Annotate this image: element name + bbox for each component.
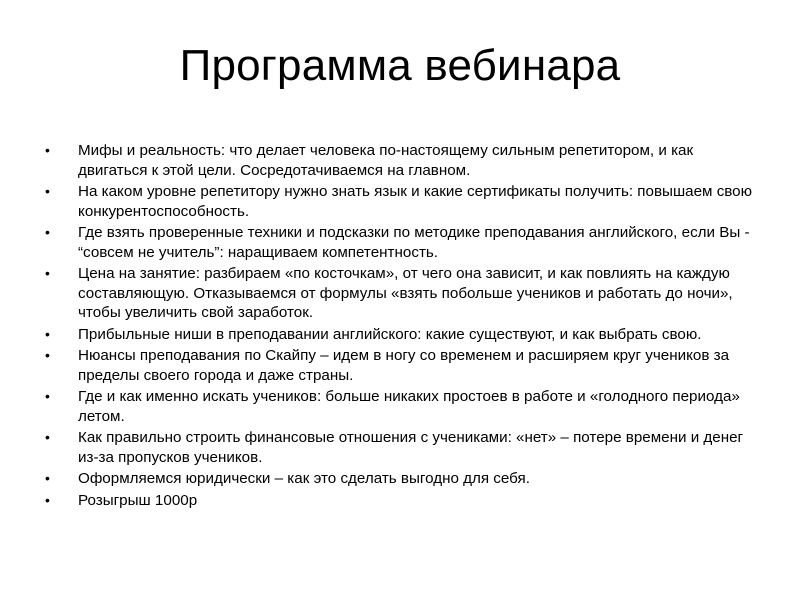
list-item [40, 428, 760, 467]
bullet-icon: • [45, 224, 50, 240]
list-item-text: Нюансы преподавания по Скайпу – идем в ногу со временем и расширяем круг учеников за пределы своего города и даже страны. [78, 347, 730, 384]
list-item-text: Розыгрыш 1000р [78, 491, 198, 509]
list-item [40, 182, 760, 221]
list-item [40, 325, 760, 345]
list-item [40, 346, 760, 385]
list-item [40, 141, 760, 180]
bullet-icon: • [45, 325, 50, 342]
bullet-icon: • [45, 429, 50, 445]
bullet-icon: • [45, 142, 50, 158]
list-item [40, 387, 760, 426]
bullet-icon: • [45, 265, 50, 281]
list-item-text: На каком уровне репетитору нужно знать язык и какие сертификаты получить: повышаем свою конкурентоспособность. [78, 183, 753, 220]
slide-title: Программа вебинара [179, 41, 621, 90]
list-item [40, 223, 760, 262]
bullet-icon: • [45, 347, 50, 363]
list-item [40, 491, 760, 511]
bullet-icon: • [45, 470, 50, 486]
list-item [40, 469, 760, 489]
list-item-text: Прибыльные ниши в преподавании английского: какие существуют, и как выбрать свою. [78, 325, 702, 343]
list-item-text: Как правильно строить финансовые отношения с учениками: «нет» – потере времени и денег из-за пропусков учеников. [78, 429, 744, 466]
list-item-text: Где взять проверенные техники и подсказки по методике преподавания английского, если Вы - “совсем не учитель”: наращиваем компетентность. [78, 224, 750, 261]
bullet-icon: • [45, 183, 50, 199]
bullet-icon: • [45, 491, 50, 508]
list-item-text: Цена на занятие: разбираем «по косточкам», от чего она зависит, и как повлиять на каждую составляющую. Отказываемся от формулы «взять побольше учеников и работать до ночи», чтобы увеличить свой заработок. [78, 265, 733, 321]
list-item-text: Где и как именно искать учеников: больше никаких простоев в работе и «голодного периода» летом. [78, 388, 740, 425]
list-item-text: Мифы и реальность: что делает человека по-настоящему сильным репетитором, и как двигаться к этой цели. Сосредотачиваемся на главном. [78, 142, 694, 179]
list-item-text: Оформляемся юридически – как это сделать выгодно для себя. [78, 470, 530, 487]
list-item [40, 264, 760, 323]
bullet-list [40, 141, 760, 512]
bullet-icon: • [45, 388, 50, 404]
